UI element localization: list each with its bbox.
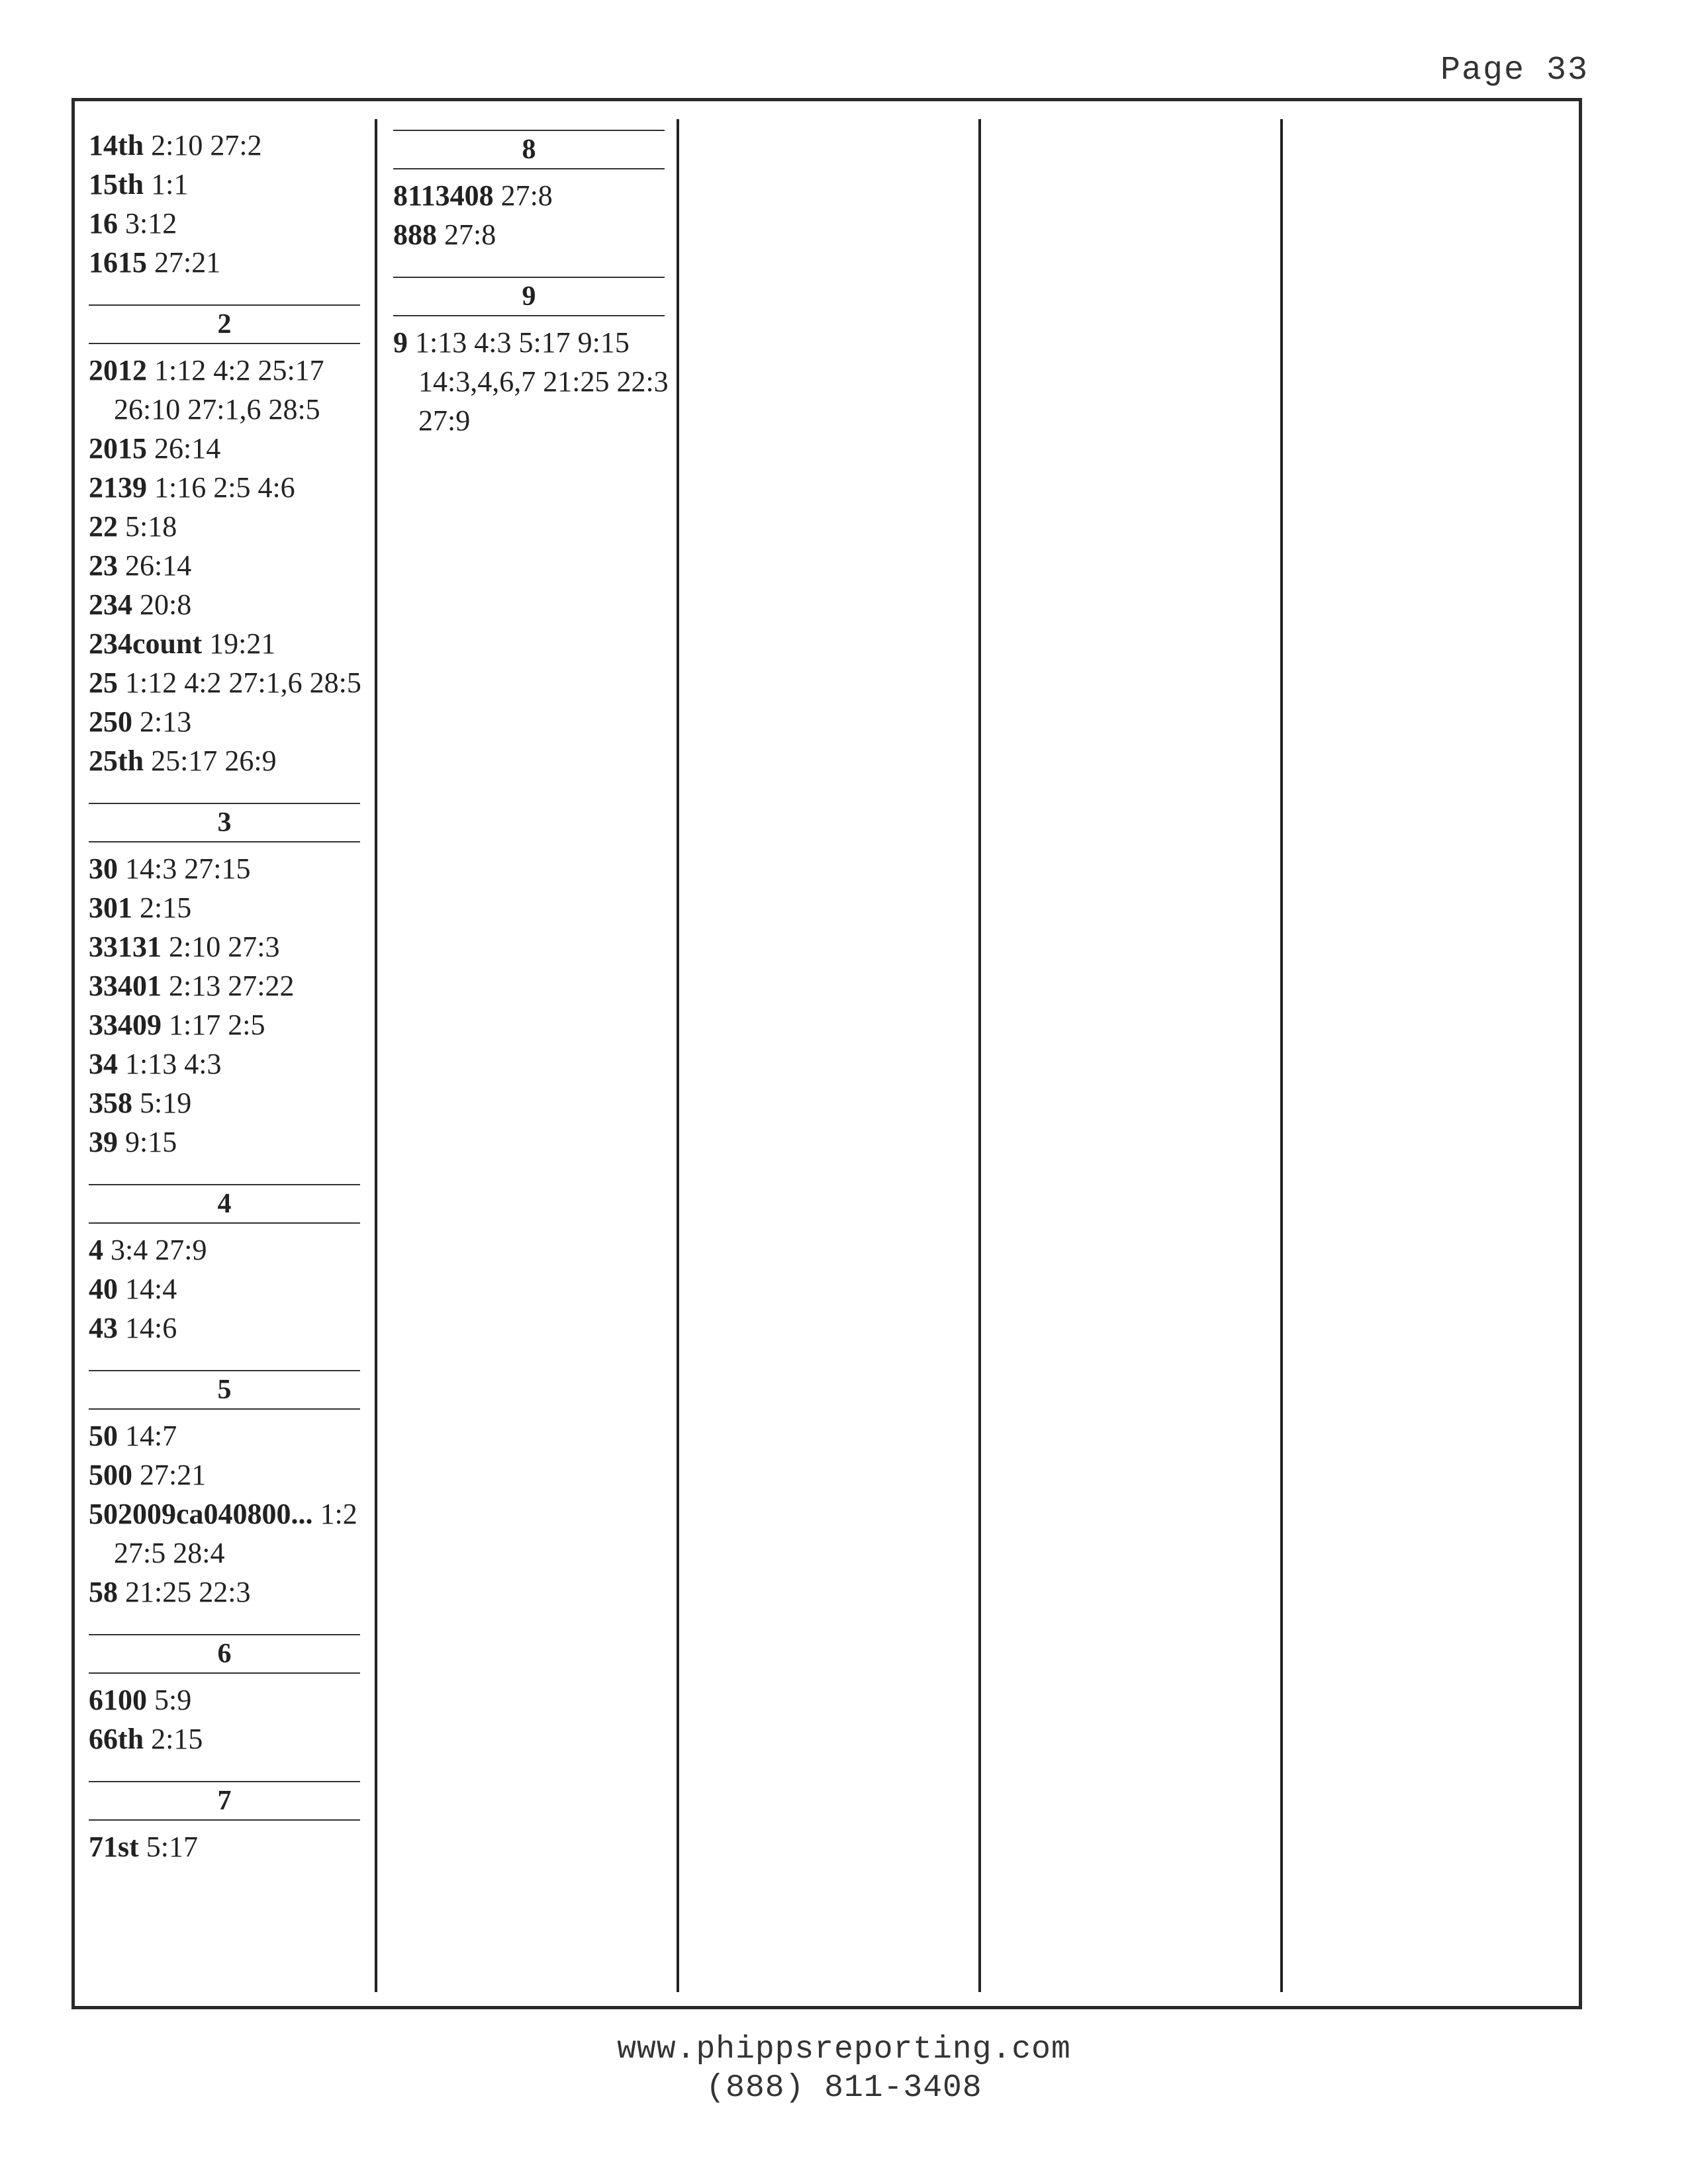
section-heading: 9 xyxy=(393,277,665,316)
index-entry xyxy=(89,966,367,1005)
index-entry xyxy=(89,507,367,546)
index-entry xyxy=(89,1230,367,1269)
index-refs: 26:14 xyxy=(154,432,221,465)
index-refs: 1:13 4:3 xyxy=(125,1048,222,1080)
footer-phone: (888) 811-3408 xyxy=(706,2070,982,2106)
index-column-1 xyxy=(89,126,367,1866)
index-refs: 1:16 2:5 4:6 xyxy=(154,471,295,504)
index-entry xyxy=(89,1455,367,1494)
index-refs: 2:10 27:3 xyxy=(169,931,280,963)
index-term: 358 xyxy=(89,1087,132,1119)
index-refs: 14:4 xyxy=(125,1273,177,1305)
index-refs: 1:2 27:5 28:4 xyxy=(114,1498,357,1569)
index-refs: 5:19 xyxy=(140,1087,192,1119)
section-heading: 8 xyxy=(393,130,665,169)
index-refs: 5:17 xyxy=(146,1831,199,1863)
index-term: 43 xyxy=(89,1312,118,1344)
index-entry xyxy=(89,204,367,243)
index-refs: 3:4 27:9 xyxy=(111,1234,207,1266)
index-refs: 14:6 xyxy=(125,1312,177,1344)
index-term: 14th xyxy=(89,129,144,161)
index-entry xyxy=(89,126,367,165)
index-entry xyxy=(89,927,367,966)
index-term: 39 xyxy=(89,1126,118,1158)
index-term: 2139 xyxy=(89,471,147,504)
section-heading: 2 xyxy=(89,304,360,344)
index-entry xyxy=(89,1269,367,1308)
index-term: 40 xyxy=(89,1273,118,1305)
index-refs: 1:1 xyxy=(151,168,189,201)
section-heading: 4 xyxy=(89,1184,360,1224)
index-refs: 2:10 27:2 xyxy=(151,129,262,161)
index-entry xyxy=(89,429,367,468)
index-entry xyxy=(89,1416,367,1455)
index-refs: 25:17 26:9 xyxy=(151,745,277,777)
page-number: Page 33 xyxy=(1440,52,1589,89)
index-entry xyxy=(89,243,367,282)
index-refs: 2:13 27:22 xyxy=(169,970,295,1002)
index-entry xyxy=(89,1572,367,1612)
index-term: 500 xyxy=(89,1459,132,1491)
index-entry xyxy=(89,624,367,663)
index-term: 30 xyxy=(89,852,118,885)
index-term: 4 xyxy=(89,1234,103,1266)
index-term: 234count xyxy=(89,627,203,660)
column-divider xyxy=(978,119,981,1992)
index-column-2 xyxy=(393,130,671,440)
section-heading: 6 xyxy=(89,1634,360,1674)
index-refs: 2:15 xyxy=(151,1723,203,1755)
index-entry xyxy=(89,1083,367,1122)
index-entry xyxy=(89,351,367,429)
index-term: 50 xyxy=(89,1420,118,1452)
index-term: 71st xyxy=(89,1831,139,1863)
index-refs: 27:8 xyxy=(500,179,553,212)
index-entry xyxy=(89,165,367,204)
index-entry xyxy=(89,1308,367,1347)
index-refs: 27:21 xyxy=(154,246,221,279)
index-entry xyxy=(89,702,367,741)
index-refs: 2:13 xyxy=(140,705,192,738)
index-term: 33401 xyxy=(89,970,162,1002)
index-entry xyxy=(89,849,367,888)
index-entry xyxy=(89,1494,367,1572)
index-entry xyxy=(89,1680,367,1719)
index-term: 16 xyxy=(89,207,118,240)
index-entry xyxy=(89,585,367,624)
index-entry xyxy=(89,888,367,927)
index-entry xyxy=(89,468,367,507)
index-term: 8113408 xyxy=(393,179,494,212)
index-term: 234 xyxy=(89,588,132,621)
index-entry xyxy=(89,741,367,780)
index-entry xyxy=(393,215,671,254)
index-entry xyxy=(89,1827,367,1866)
index-term: 2012 xyxy=(89,354,147,387)
index-term: 6100 xyxy=(89,1684,147,1716)
index-refs: 14:7 xyxy=(125,1420,177,1452)
index-entry xyxy=(89,1122,367,1161)
index-refs: 3:12 xyxy=(125,207,177,240)
index-term: 502009ca040800... xyxy=(89,1498,313,1530)
index-term: 33409 xyxy=(89,1009,162,1041)
index-term: 66th xyxy=(89,1723,144,1755)
index-term: 9 xyxy=(393,326,408,359)
index-entry xyxy=(89,663,367,702)
index-term: 15th xyxy=(89,168,144,201)
index-refs: 26:14 xyxy=(125,549,192,582)
index-refs: 27:8 xyxy=(444,218,496,251)
index-refs: 1:12 4:2 27:1,6 28:5 xyxy=(125,666,361,699)
section-heading: 5 xyxy=(89,1370,360,1410)
index-term: 25th xyxy=(89,745,144,777)
index-term: 2015 xyxy=(89,432,147,465)
index-refs: 9:15 xyxy=(125,1126,177,1158)
section-heading: 7 xyxy=(89,1781,360,1821)
index-entry xyxy=(89,546,367,585)
index-term: 250 xyxy=(89,705,132,738)
index-term: 301 xyxy=(89,891,132,924)
index-entry xyxy=(89,1044,367,1083)
index-term: 888 xyxy=(393,218,437,251)
column-divider xyxy=(1280,119,1283,1992)
index-refs: 21:25 22:3 xyxy=(125,1576,251,1608)
index-refs: 1:12 4:2 25:17 26:10 27:1,6 28:5 xyxy=(114,354,324,426)
index-refs: 19:21 xyxy=(209,627,276,660)
index-term: 33131 xyxy=(89,931,162,963)
index-term: 34 xyxy=(89,1048,118,1080)
index-entry xyxy=(89,1005,367,1044)
index-term: 1615 xyxy=(89,246,147,279)
index-refs: 27:21 xyxy=(140,1459,207,1491)
index-entry xyxy=(89,1719,367,1758)
index-term: 23 xyxy=(89,549,118,582)
index-term: 25 xyxy=(89,666,118,699)
index-refs: 20:8 xyxy=(140,588,192,621)
index-refs: 1:13 4:3 5:17 9:15 14:3,4,6,7 21:25 22:3 27:9 xyxy=(415,326,669,437)
index-entry xyxy=(393,176,671,215)
index-refs: 14:3 27:15 xyxy=(125,852,251,885)
index-term: 58 xyxy=(89,1576,118,1608)
index-entry xyxy=(393,323,671,440)
index-refs: 5:18 xyxy=(125,510,177,543)
index-refs: 2:15 xyxy=(140,891,192,924)
column-divider xyxy=(677,119,679,1992)
index-refs: 1:17 2:5 xyxy=(169,1009,265,1041)
index-term: 22 xyxy=(89,510,118,543)
section-heading: 3 xyxy=(89,803,360,842)
footer-website: www.phippsreporting.com xyxy=(617,2032,1071,2068)
column-divider xyxy=(375,119,377,1992)
index-refs: 5:9 xyxy=(154,1684,192,1716)
